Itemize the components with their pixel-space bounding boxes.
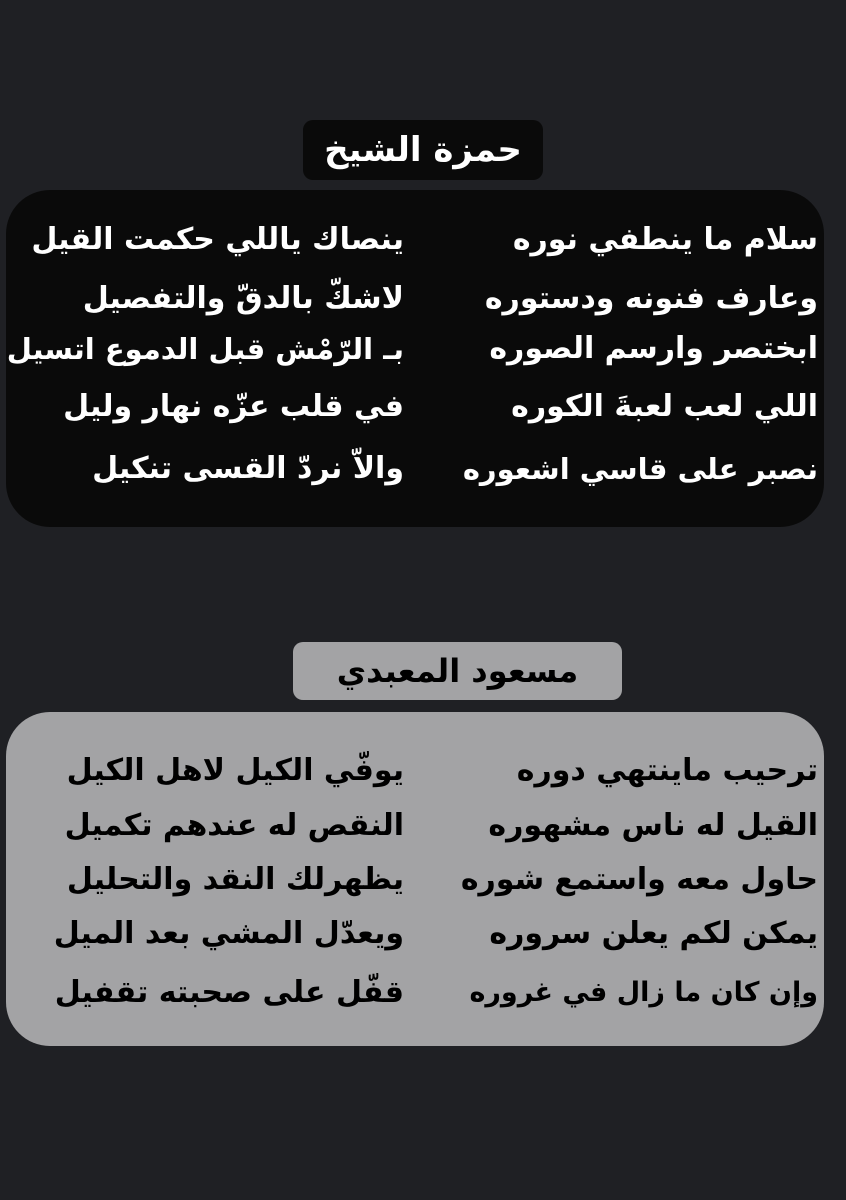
poem-2-verse-2-right: القيل له ناس مشهوره [488, 808, 818, 843]
poem-2-verse-4-left: ويعدّل المشي بعد الميل [53, 916, 404, 951]
poem-1-verse-1-left: ينصاك ياللي حكمت القيل [31, 222, 404, 257]
poem-2-verse-2-left: النقص له عندهم تكميل [64, 808, 404, 843]
poem-2-verse-5-left: قفّل على صحبته تقفيل [54, 975, 404, 1010]
poem-1-verse-4-right: اللي لعب لعبةَ الكوره [511, 389, 818, 424]
poem-1-verse-2-right: وعارف فنونه ودستوره [484, 281, 818, 316]
poem-1-verse-3-left: بـ الرّمْش قبل الدموع اتسيل [6, 332, 404, 366]
poem-1-box [6, 190, 824, 527]
poem-2-verse-1-right: ترحيب ماينتهي دوره [516, 753, 818, 788]
poem-2-verse-1-left: يوفّي الكيل لاهل الكيل [66, 753, 404, 788]
poem-2-verse-3-left: يظهرلك النقد والتحليل [66, 862, 404, 897]
poem-1-verse-5-right: نصبر على قاسي اشعوره [462, 452, 818, 486]
poem-1-author-title: حمزة الشيخ [303, 120, 543, 180]
poem-1-verse-2-left: لاشكّ بالدقّ والتفصيل [82, 281, 404, 316]
poem-2-verse-5-right: وإن كان ما زال في غروره [469, 977, 818, 1008]
poem-2-box [6, 712, 824, 1046]
poem-1-verse-1-right: سلام ما ينطفي نوره [512, 222, 818, 257]
poem-1-verse-3-right: ابختصر وارسم الصوره [489, 331, 818, 366]
poem-2-verse-3-right: حاول معه واستمع شوره [460, 862, 818, 897]
poem-1-verse-5-left: والاّ نردّ القسى تنكيل [92, 451, 404, 486]
poem-2-author-title: مسعود المعبدي [293, 642, 622, 700]
poem-2-verse-4-right: يمكن لكم يعلن سروره [489, 916, 818, 951]
poem-1-verse-4-left: في قلب عزّه نهار وليل [63, 389, 404, 424]
